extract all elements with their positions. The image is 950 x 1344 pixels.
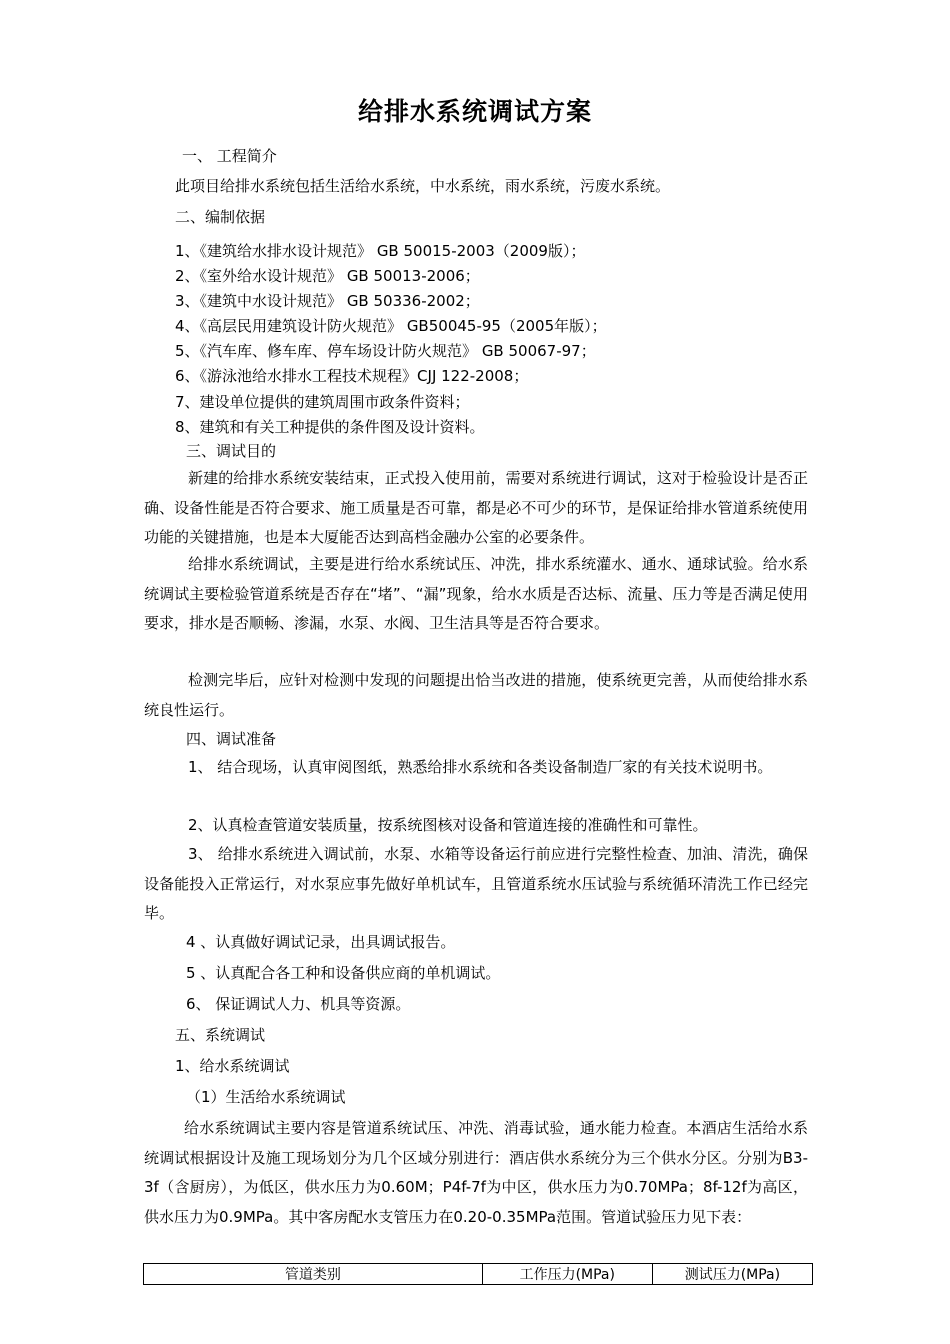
preparation-item-5: 5 、认真配合各工种和设备供应商的单机调试。 [186, 964, 501, 982]
basis-item-1: 1、《建筑给水排水设计规范》 GB 50015-2003（2009版）； [175, 242, 586, 260]
overview-text: 此项目给排水系统包括生活给水系统，中水系统，雨水系统，污废水系统。 [175, 177, 671, 195]
section-heading-preparation: 四、调试准备 [186, 730, 277, 748]
basis-item-3: 3、《建筑中水设计规范》 GB 50336-2002； [175, 292, 480, 310]
table-header-row [144, 1264, 813, 1285]
basis-item-6: 6、《游泳池给水排水工程技术规程》CJJ 122-2008； [175, 367, 529, 385]
purpose-paragraph-3: 检测完毕后，应针对检测中发现的问题提出恰当改进的措施，使系统更完善，从而使给排水系统良性运行。 [144, 671, 808, 719]
preparation-item-3: 3、 给排水系统进入调试前，水泵、水箱等设备运行前应进行完整性检查、加油、清洗，确保设备能投入正常运行，对水泵应事先做好单机试车，且管道系统水压试验与系统循环清洗工作已经完毕。 [144, 845, 808, 922]
purpose-paragraph-2: 给排水系统调试，主要是进行给水系统试压、冲洗，排水系统灌水、通水、通球试验。给水系统调试主要检验管道系统是否存在“堵”、“漏”现象，给水水质是否达标、流量、压力等是否满足使用要求，排水是否顺畅、渗漏，水泵、水阀、卫生洁具等是否符合要求。 [144, 555, 808, 632]
table-header-working-pressure: 工作压力(MPa) [482, 1264, 652, 1285]
section-heading-basis: 二、编制依据 [175, 208, 266, 226]
table-header-pipe-type: 管道类别 [144, 1264, 483, 1285]
subsection-heading-domestic-water: （1）生活给水系统调试 [186, 1088, 346, 1106]
section-heading-overview: 一、 工程简介 [182, 147, 277, 165]
section-heading-debugging: 五、系统调试 [175, 1026, 266, 1044]
preparation-item-2: 2、认真检查管道安装质量，按系统图核对设备和管道连接的准确性和可靠性。 [188, 816, 708, 834]
preparation-item-1: 1、 结合现场，认真审阅图纸，熟悉给排水系统和各类设备制造厂家的有关技术说明书。 [188, 758, 773, 776]
section-heading-purpose: 三、调试目的 [186, 442, 277, 460]
basis-item-2: 2、《室外给水设计规范》 GB 50013-2006； [175, 267, 480, 285]
basis-item-4: 4、《高层民用建筑设计防火规范》 GB50045-95（2005年版）； [175, 317, 607, 335]
domestic-water-paragraph: 给水系统调试主要内容是管道系统试压、冲洗、消毒试验，通水能力检查。本酒店生活给水系统调试根据设计及施工现场划分为几个区域分别进行：酒店供水系统分为三个供水分区。分别为B3-3f（含厨房），为低区，供水压力为0.60M；P4f-7f为中区，供水压力为0.70MPa；8f-12f为高区，供水压力为0.9MPa。其中客房配水支管压力在0.20-0.35MPa范围。管道试验压力见下表： [144, 1119, 808, 1226]
basis-item-5: 5、《汽车库、修车库、停车场设计防火规范》 GB 50067-97； [175, 342, 596, 360]
table-header-test-pressure: 测试压力(MPa) [652, 1264, 812, 1285]
pressure-table [143, 1263, 813, 1285]
basis-item-7: 7、建设单位提供的建筑周围市政条件资料； [175, 393, 470, 411]
document-title: 给排水系统调试方案 [357, 97, 592, 126]
preparation-item-4: 4 、认真做好调试记录，出具调试报告。 [186, 933, 456, 951]
subsection-heading-water-supply: 1、给水系统调试 [175, 1057, 290, 1075]
basis-item-8: 8、建筑和有关工种提供的条件图及设计资料。 [175, 418, 485, 436]
preparation-item-6: 6、 保证调试人力、机具等资源。 [186, 995, 411, 1013]
purpose-paragraph-1: 新建的给排水系统安装结束，正式投入使用前，需要对系统进行调试，这对于检验设计是否正确、设备性能是否符合要求、施工质量是否可靠，都是必不可少的环节，是保证给排水管道系统使用功能的关键措施，也是本大厦能否达到高档金融办公室的必要条件。 [144, 469, 808, 546]
